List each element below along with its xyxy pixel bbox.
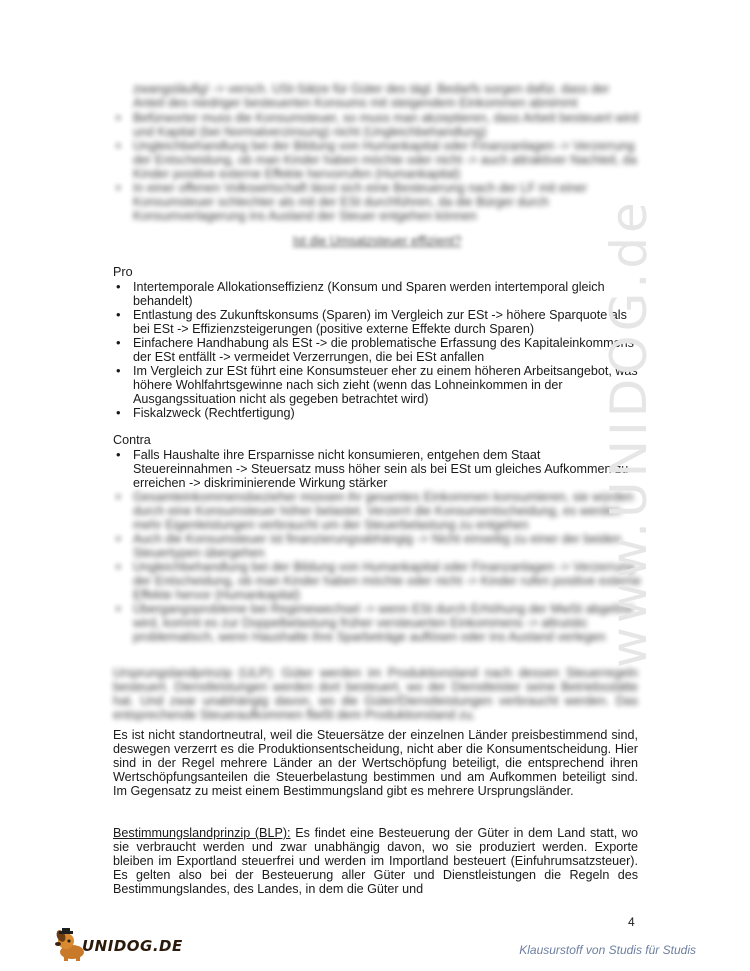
pro-label: Pro	[113, 265, 133, 279]
contra-label: Contra	[113, 433, 151, 447]
contra-blurred-list	[113, 490, 643, 644]
page-number: 4	[628, 915, 635, 929]
list-item: • Fiskalzweck (Rechtfertigung)	[113, 406, 643, 420]
blurred-intro-block	[113, 82, 643, 223]
pro-list	[113, 280, 643, 420]
list-item: • Ungleichbehandlung bei der Bildung von Humankapital oder Finanzanlagen -> Verzerrung der Entscheidung, ob man Kinder haben möchte oder nicht -> Kinder rufen positive externe Effekte hervor (Humankapital)	[113, 560, 643, 602]
list-item: • Übergangsprobleme bei Regimewechsel -> wenn ESt durch Erhöhung der MwSt abgelöst wird, kommt es zur Doppelbelastung früher versteuerten Einkommens -> altruistic problematisch, wenn Haushalte ihre Sparbeträge auflösen oder ins Ausland verlegen	[113, 602, 643, 644]
ulp-paragraph: Es ist nicht standortneutral, weil die Steuersätze der einzelnen Länder preisbestimmend sind, deswegen verzerrt es die Produktionsentscheidung, nicht aber die Konsumentscheidung. Hier sind in der Regel mehrere Länder an der Wertschöpfung beteiligt, die entsprechend ihren Wertschöpfungsanteilen die Steuerbelastung bestimmen und am Aufkommen beteiligt sind. Im Gegensatz zu meist einem Bestimmungsland gibt es mehrere Ursprungsländer.	[113, 728, 638, 798]
list-item: • Im Vergleich zur ESt führt eine Konsumsteuer eher zu einem höheren Arbeitsangebot, was höhere Wohlfahrtsgewinne nach sich zieht (wenn das Lohneinkommen in der Ausgangssituation nicht als gegeben betrachtet wird)	[113, 364, 643, 406]
intro-list	[113, 111, 643, 223]
watermark	[600, 198, 742, 668]
list-item: • In einer offenen Volkswirtschaft lässt sich eine Besteuerung nach der LF mit einer Konsumsteuer schlechter als mit der ESt durchführen, da die Bürger durch Konsumverlagerung ins Ausland der Steuer entgehen können	[113, 181, 643, 223]
section-heading: Ist die Umsatzsteuer effizient?	[292, 234, 462, 248]
list-item: • Befürworter muss die Konsumsteuer, so muss man akzeptieren, dass Arbeit besteuert wird und Kapital (bei Normalverzinsung) nicht (Ungleichbehandlung)	[113, 111, 643, 139]
contra-section	[113, 433, 643, 644]
list-item: • Gesamteinkommensbezieher müssen ihr gesamtes Einkommen konsumieren, sie würden durch eine Konsumsteuer höher belastet. Verzerrt die Konsumentscheidung, es werden mehr Eigenleistungen verbraucht um der Steuerbelastung zu entgehen	[113, 490, 643, 532]
contra-list	[113, 448, 643, 490]
list-item: • Falls Haushalte ihre Ersparnisse nicht konsumieren, entgehen dem Staat Steuereinnahmen -> Steuersatz muss höher sein als bei ESt um gleiches Aufkommen zu erreichen -> diskriminierende Wirkung stärker	[113, 448, 643, 490]
blp-text: Es findet eine Besteuerung der Güter in dem Land statt, wo sie verbraucht werden und zwar unabhängig davon, wo sie produziert werden. Exporte bleiben im Exportland steuerfrei und werden im Importland besteuert (Einfuhrumsatzsteuer). Es gelten also bei der Besteuerung aller Güter und Dienstleistungen die Regeln des Bestimmungslandes, des Landes, in dem die Güter und	[113, 826, 638, 896]
list-item: • Intertemporale Allokationseffizienz (Konsum und Sparen werden intertemporal gleich behandelt)	[113, 280, 643, 308]
footer-tagline: Klausurstoff von Studis für Studis	[519, 943, 696, 957]
blp-term: Bestimmungslandprinzip (BLP):	[113, 826, 291, 840]
list-item: • Ungleichbehandlung bei der Bildung von Humankapital oder Finanzanlagen -> Verzerrung der Entscheidung, ob man Kinder haben möchte oder nicht -> auch attraktiver Nachteil, da Kinder positive externe Effekte hervorrufen (Humankapital)	[113, 139, 643, 181]
ulp-blurred-paragraph: Ursprungslandprinzip (ULP): Güter werden im Produktionsland nach dessen Steuerregeln besteuert. Dienstleistungen werden dort besteuert, wo der Dienstleister seine Betriebsstätte hat. Und zwar unabhängig davon, wo die Güter/Dienstleistungen verbraucht werden. Das entsprechende Steueraufkommen fließt dem Produktionsland zu.	[113, 666, 638, 722]
list-item: • Auch die Konsumsteuer ist finanzierungsabhängig -> Nicht einseitig zu einer der beiden Steuertypen übergehen	[113, 532, 643, 560]
pro-section	[113, 265, 643, 420]
footer-logo-text: UNIDOG.DE	[82, 937, 183, 955]
intro-lead-text: zwangsläufig! -> versch. USt-Sätze für Güter des tägl. Bedarfs sorgen dafür, dass der Anteil des niedriger besteuerten Konsums mit steigendem Einkommen abnimmt	[133, 82, 610, 110]
blp-paragraph	[113, 826, 638, 896]
list-item: • Einfachere Handhabung als ESt -> die problematische Erfassung des Kapitaleinkommens der ESt entfällt -> vermeidet Verzerrungen, die bei ESt anfallen	[113, 336, 643, 364]
list-item: • Entlastung des Zukunftskonsums (Sparen) im Vergleich zur ESt -> höhere Sparquote als bei ESt -> Effizienzsteigerungen (positive externe Effekte durch Sparen)	[113, 308, 643, 336]
watermark-text: www.UNIDOG.de	[600, 198, 658, 668]
